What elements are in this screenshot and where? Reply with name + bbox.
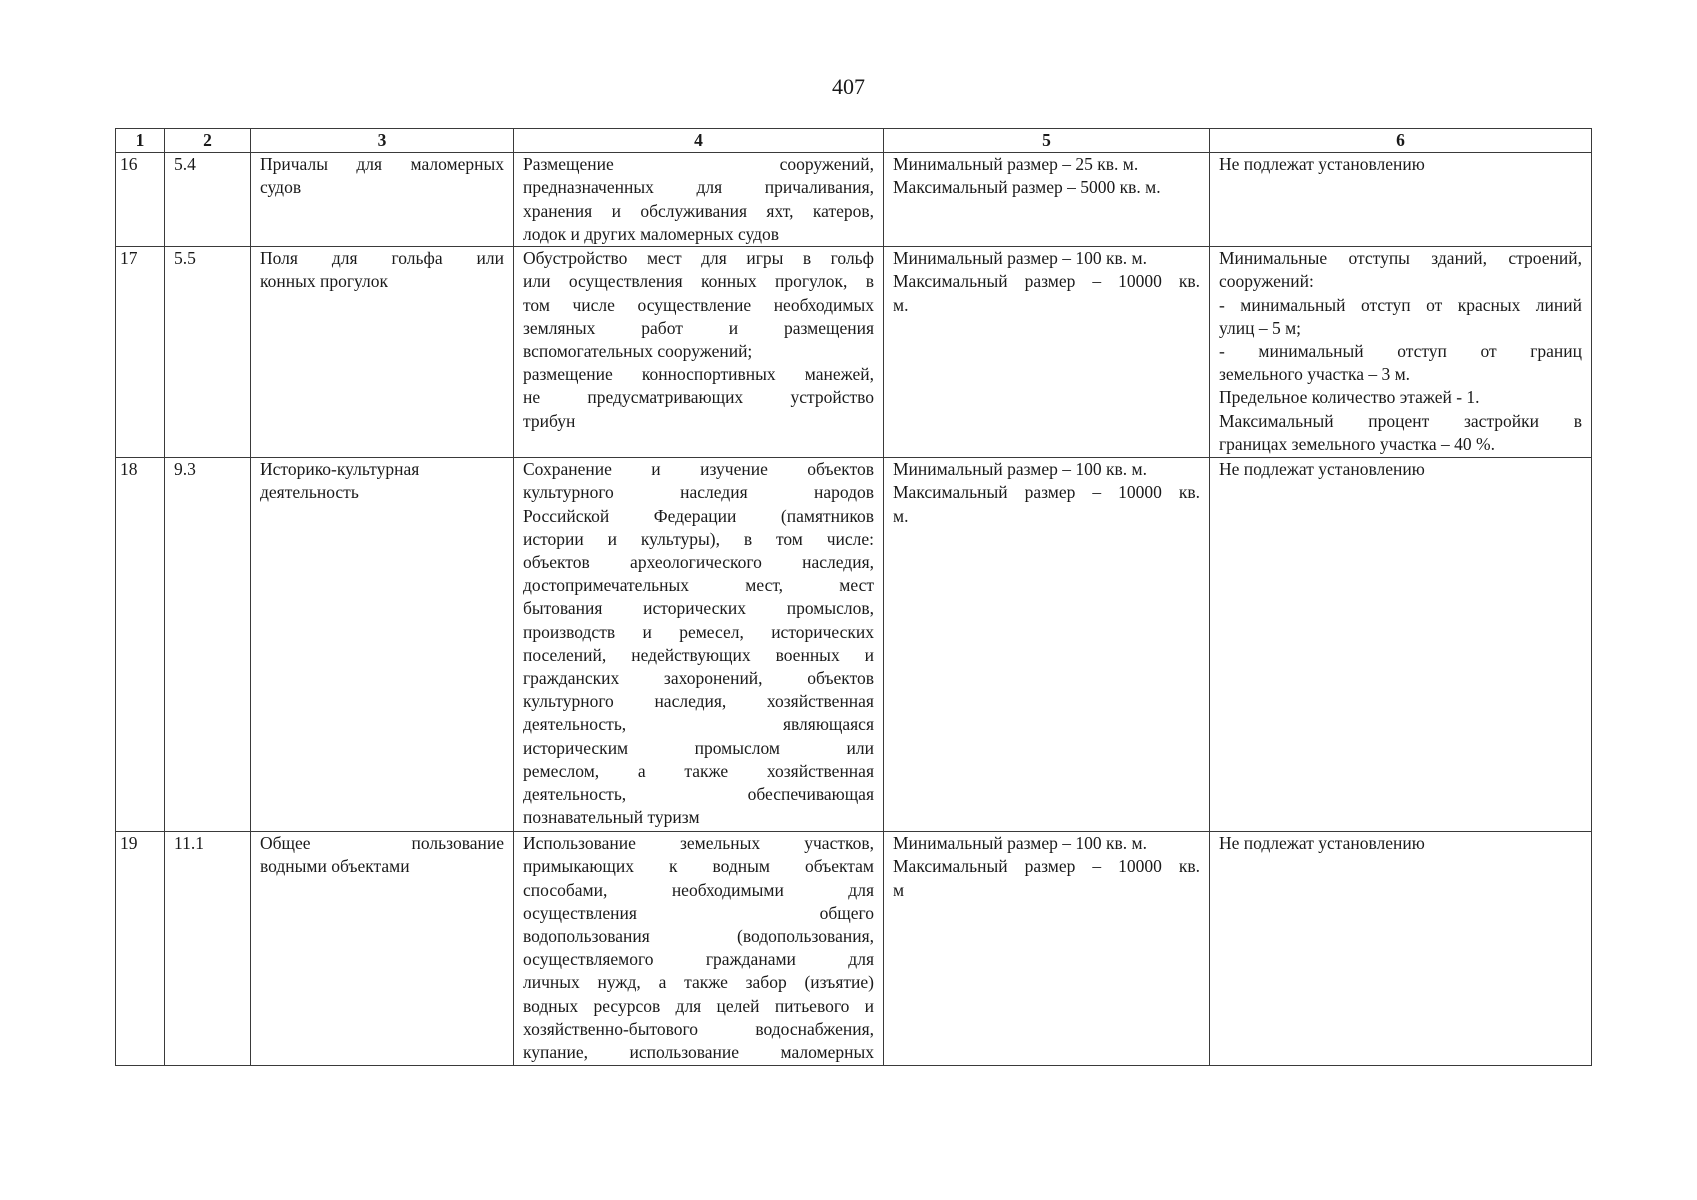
text-line: земельного участка – 3 м.: [1219, 364, 1411, 385]
code-cell: 9.3: [165, 458, 251, 832]
text-line: - минимальный отступ от красных линий: [1219, 294, 1582, 315]
text-line: Размещение сооружений,: [523, 154, 874, 175]
text-line: деятельность: [260, 482, 359, 503]
text-line: историческим промыслом или: [523, 737, 874, 758]
text-line: деятельность, являющаяся: [523, 714, 874, 735]
use-name-cell: [251, 153, 514, 247]
column-header: 1: [116, 129, 165, 153]
size-cell: [884, 832, 1210, 1066]
text-line: Не подлежат установлению: [1219, 833, 1425, 854]
text-line: предназначенных для причаливания,: [523, 177, 874, 198]
use-name-cell: [251, 458, 514, 832]
text-line: Максимальный размер – 10000 кв.: [893, 482, 1200, 503]
text-line: Минимальные отступы зданий, строений,: [1219, 248, 1582, 269]
text-line: Не подлежат установлению: [1219, 459, 1425, 480]
text-line: Минимальный размер – 25 кв. м.: [893, 154, 1139, 175]
description-cell: [514, 153, 884, 247]
text-line: Максимальный процент застройки в: [1219, 410, 1582, 431]
page-number: 407: [832, 74, 865, 99]
text-line: достопримечательных мест, мест: [523, 575, 874, 596]
text-line: Максимальный размер – 10000 кв.: [893, 856, 1200, 877]
text-line: Минимальный размер – 100 кв. м.: [893, 833, 1147, 854]
column-header: 5: [884, 129, 1210, 153]
text-line: не предусматривающих устройство: [523, 387, 874, 408]
description-cell: [514, 247, 884, 458]
description-cell: [514, 458, 884, 832]
text-line: осуществления общего: [523, 902, 874, 923]
text-line: судов: [260, 177, 302, 198]
text-line: сооружений:: [1219, 271, 1314, 292]
text-line: Максимальный размер – 10000 кв.: [893, 271, 1200, 292]
size-cell: [884, 458, 1210, 832]
column-header: 3: [251, 129, 514, 153]
text-line: Историко-культурная: [260, 459, 420, 480]
text-line: м.: [893, 294, 909, 315]
text-line: Минимальный размер – 100 кв. м.: [893, 459, 1147, 480]
text-line: производств и ремесел, исторических: [523, 621, 874, 642]
table-row: [116, 247, 1592, 458]
text-line: способами, необходимыми для: [523, 879, 874, 900]
size-cell: [884, 247, 1210, 458]
limits-cell: [1210, 153, 1592, 247]
limits-cell: [1210, 832, 1592, 1066]
limits-cell: [1210, 458, 1592, 832]
text-line: Общее пользование: [260, 833, 504, 854]
text-line: водопользования (водопользования,: [523, 926, 874, 947]
text-line: размещение конноспортивных манежей,: [523, 364, 874, 385]
table-row: [116, 458, 1592, 832]
text-line: примыкающих к водным объектам: [523, 856, 874, 877]
use-name-cell: [251, 247, 514, 458]
text-line: Использование земельных участков,: [523, 833, 874, 854]
row-number-cell: 19: [116, 832, 165, 1066]
text-line: Максимальный размер – 5000 кв. м.: [893, 177, 1161, 198]
text-line: или осуществления конных прогулок, в: [523, 271, 874, 292]
text-line: трибун: [523, 410, 576, 431]
text-line: Причалы для маломерных: [260, 154, 504, 175]
text-line: том числе осуществление необходимых: [523, 294, 874, 315]
text-line: м.: [893, 505, 909, 526]
use-name-cell: [251, 832, 514, 1066]
text-line: личных нужд, а также забор (изъятие): [523, 972, 874, 993]
text-line: м: [893, 879, 905, 900]
text-line: границах земельного участка – 40 %.: [1219, 433, 1495, 454]
text-line: водных ресурсов для целей питьевого и: [523, 995, 874, 1016]
description-cell: [514, 832, 884, 1066]
size-cell: [884, 153, 1210, 247]
table-header-row: [116, 129, 1592, 153]
text-line: - минимальный отступ от границ: [1219, 341, 1582, 362]
text-line: познавательный туризм: [523, 807, 700, 828]
text-line: Предельное количество этажей - 1.: [1219, 387, 1480, 408]
text-line: осуществляемого гражданами для: [523, 949, 874, 970]
text-line: Минимальный размер – 100 кв. м.: [893, 248, 1147, 269]
text-line: Обустройство мест для игры в гольф: [523, 248, 874, 269]
text-line: лодок и других маломерных судов: [523, 223, 780, 244]
text-line: хозяйственно-бытового водоснабжения,: [523, 1018, 874, 1039]
table-row: [116, 832, 1592, 1066]
text-line: Поля для гольфа или: [260, 248, 504, 269]
column-header: 6: [1210, 129, 1592, 153]
code-cell: 5.4: [165, 153, 251, 247]
column-header: 2: [165, 129, 251, 153]
text-line: земляных работ и размещения: [523, 317, 874, 338]
text-line: купание, использование маломерных: [523, 1042, 874, 1063]
text-line: гражданских захоронений, объектов: [523, 668, 874, 689]
text-line: поселений, недействующих военных и: [523, 644, 874, 665]
text-line: истории и культуры), в том числе:: [523, 528, 874, 549]
text-line: Сохранение и изучение объектов: [523, 459, 874, 480]
row-number-cell: 16: [116, 153, 165, 247]
land-use-table: [115, 128, 1592, 1066]
text-line: культурного наследия, хозяйственная: [523, 691, 874, 712]
code-cell: 5.5: [165, 247, 251, 458]
table-row: [116, 153, 1592, 247]
column-header: 4: [514, 129, 884, 153]
limits-cell: [1210, 247, 1592, 458]
row-number-cell: 17: [116, 247, 165, 458]
text-line: ремеслом, а также хозяйственная: [523, 760, 874, 781]
text-line: объектов археологического наследия,: [523, 552, 874, 573]
text-line: вспомогательных сооружений;: [523, 341, 753, 362]
code-cell: 11.1: [165, 832, 251, 1066]
text-line: хранения и обслуживания яхт, катеров,: [523, 200, 874, 221]
row-number-cell: 18: [116, 458, 165, 832]
text-line: конных прогулок: [260, 271, 388, 292]
text-line: бытования исторических промыслов,: [523, 598, 874, 619]
text-line: Российской Федерации (памятников: [523, 505, 874, 526]
text-line: культурного наследия народов: [523, 482, 874, 503]
text-line: водными объектами: [260, 856, 410, 877]
text-line: деятельность, обеспечивающая: [523, 784, 874, 805]
text-line: Не подлежат установлению: [1219, 154, 1425, 175]
text-line: улиц – 5 м;: [1219, 317, 1302, 338]
